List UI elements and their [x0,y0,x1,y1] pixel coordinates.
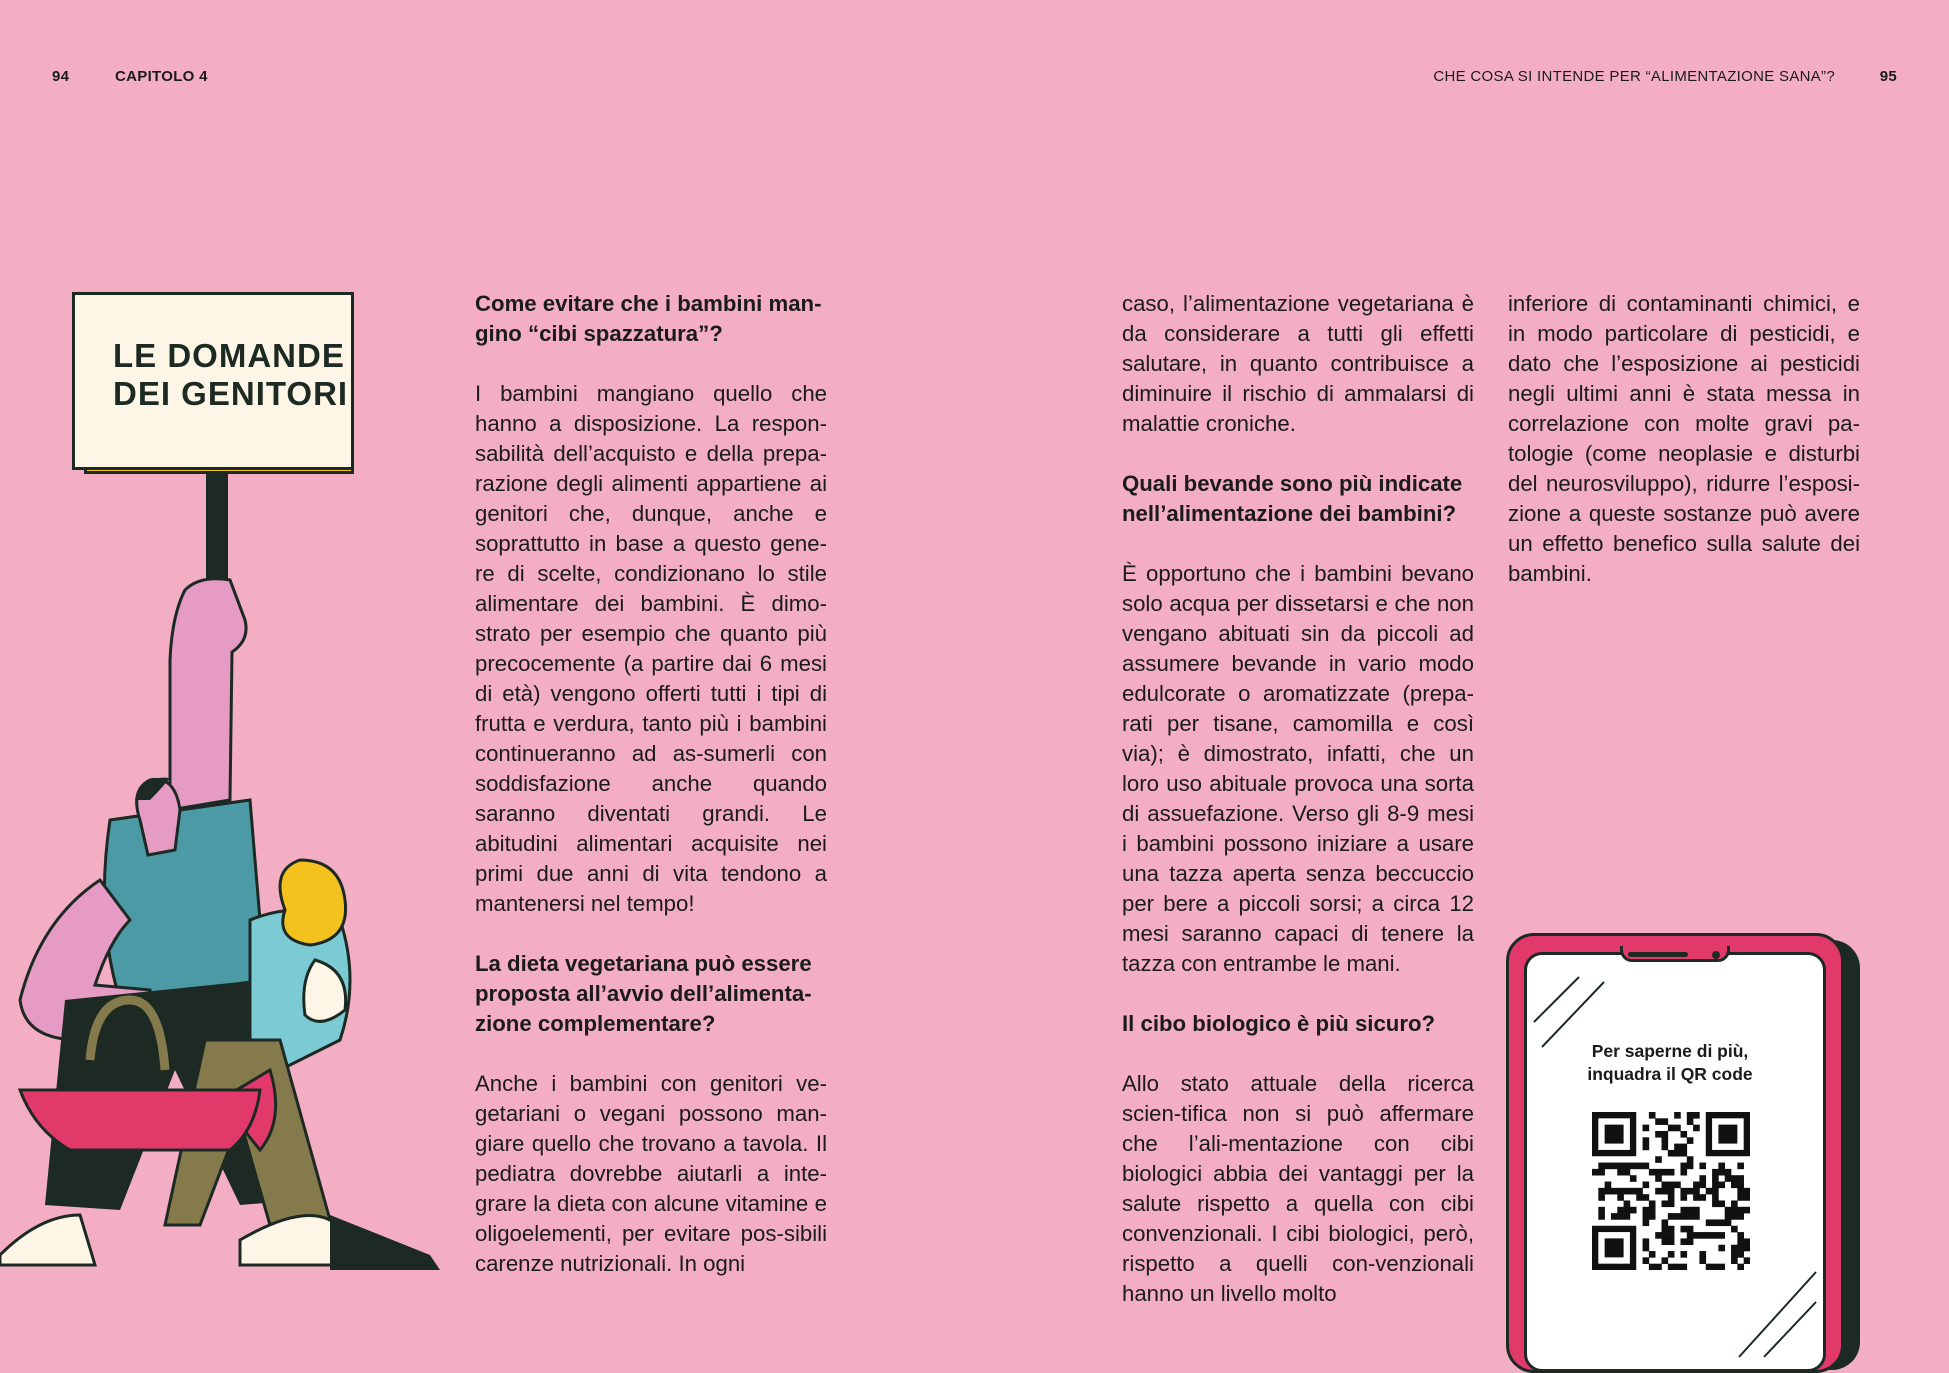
body-paragraph: È opportuno che i bambini bevano solo acqua per dissetarsi e che non vengano abituati sin da piccoli ad assumere bevande in vario modo edulcorate o aromatizzate (prepa-rati per tisane, camomilla e così via); è dimostrato, infatti, che un loro uso abituale provoca una sorta di assuefazione. Verso gli 8-9 mesi i bambini possono iniziare a usare una tazza aperta senza beccuccio per bere a piccoli sorsi; a circa 12 mesi saranno capaci di tenere la tazza con entrambe le mani. [1122,561,1474,976]
qr-caption-line-1: Per saperne di più, [1591,1041,1749,1061]
sign-line-1: LE DOMANDE [113,337,345,374]
sign-board [72,292,354,470]
body-paragraph: Anche i bambini con genitori ve-getariani o vegani possono man-giare quello che trovano a tavola. Il pediatra dovrebbe aiutarli a inte-grare la dieta con alcune vitamine e oligoelementi, per evitare pos-sibili carenze nutrizionali. In ogni [475,1071,827,1276]
shoe-dark [330,1215,440,1270]
question-heading: Il cibo biologico è più sicuro? [1122,1011,1436,1036]
woman-hair [280,860,346,945]
sign-title [113,337,348,413]
basket [20,1090,260,1150]
body-paragraph: caso, l’alimentazione vegetariana è da considerare a tutti gli effetti salutare, in quanto contribuisce a diminuire il rischio di ammalarsi di malattie croniche. [1122,291,1474,436]
body-paragraph: inferiore di contaminanti chimici, e in modo particolare di pesticidi, e dato che l’esposizione ai pesticidi negli ultimi anni è stata messa in correlazione con molte gravi pa-tologie (come neoplasie e disturbi del neurosviluppo), ridurre l’esposi-zione a queste sostanze può avere un effetto benefico sulla salute dei bambini. [1508,291,1860,586]
qr-caption-line-2: inquadra il QR code [1587,1064,1753,1084]
right-running-title: CHE COSA SI INTENDE PER “ALIMENTAZIONE SANA”? [1433,68,1835,85]
sign-pole [206,460,228,590]
question-heading: La dieta vegetariana può essere proposta all’avvio dell’alimenta-zione complementare? [475,951,812,1036]
qr-code[interactable] [1592,1112,1750,1270]
raised-arm [170,579,246,810]
shoe-left [0,1215,95,1265]
question-heading: Quali bevande sono più indicate nell’alimentazione dei bambini? [1122,471,1463,526]
body-paragraph: I bambini mangiano quello che hanno a disposizione. La respon-sabilità dell’acquisto e della prepa-razione degli alimenti appartiene ai genitori che, dunque, anche e soprattutto in base a questo gene-re di scelte, condizionano lo stile alimentare dei bambini. È dimo-strato per esempio che quanto più precocemente (a partire dai 6 mesi di età) vengono offerti tutti i tipi di frutta e verdura, tanto più i bambini continueranno ad as-sumerli con soddisfazione anche quando saranno diventati grandi. Le abitudini alimentari acquisite nei primi due anni di vita tendono a mantenersi nel tempo! [475,381,827,916]
sign-line-2: DEI GENITORI [113,375,349,412]
qr-caption [1560,1040,1780,1086]
text-column-3 [1508,289,1860,589]
text-column-1 [475,289,827,1279]
text-column-2 [1122,289,1474,1309]
left-page-number: 94 [52,68,70,85]
question-heading: Come evitare che i bambini man-gino “cibi spazzatura”? [475,291,822,346]
body-paragraph: Allo stato attuale della ricerca scien-tifica non si può affermare che l’ali-mentazione con cibi biologici abbia dei vantaggi per la salute rispetto a quella con cibi convenzionali. I cibi biologici, però, rispetto a quelli con-venzionali hanno un livello molto [1122,1071,1474,1306]
man-torso [104,800,265,1000]
left-chapter-title: CAPITOLO 4 [115,68,208,85]
right-page-number: 95 [1879,68,1897,85]
